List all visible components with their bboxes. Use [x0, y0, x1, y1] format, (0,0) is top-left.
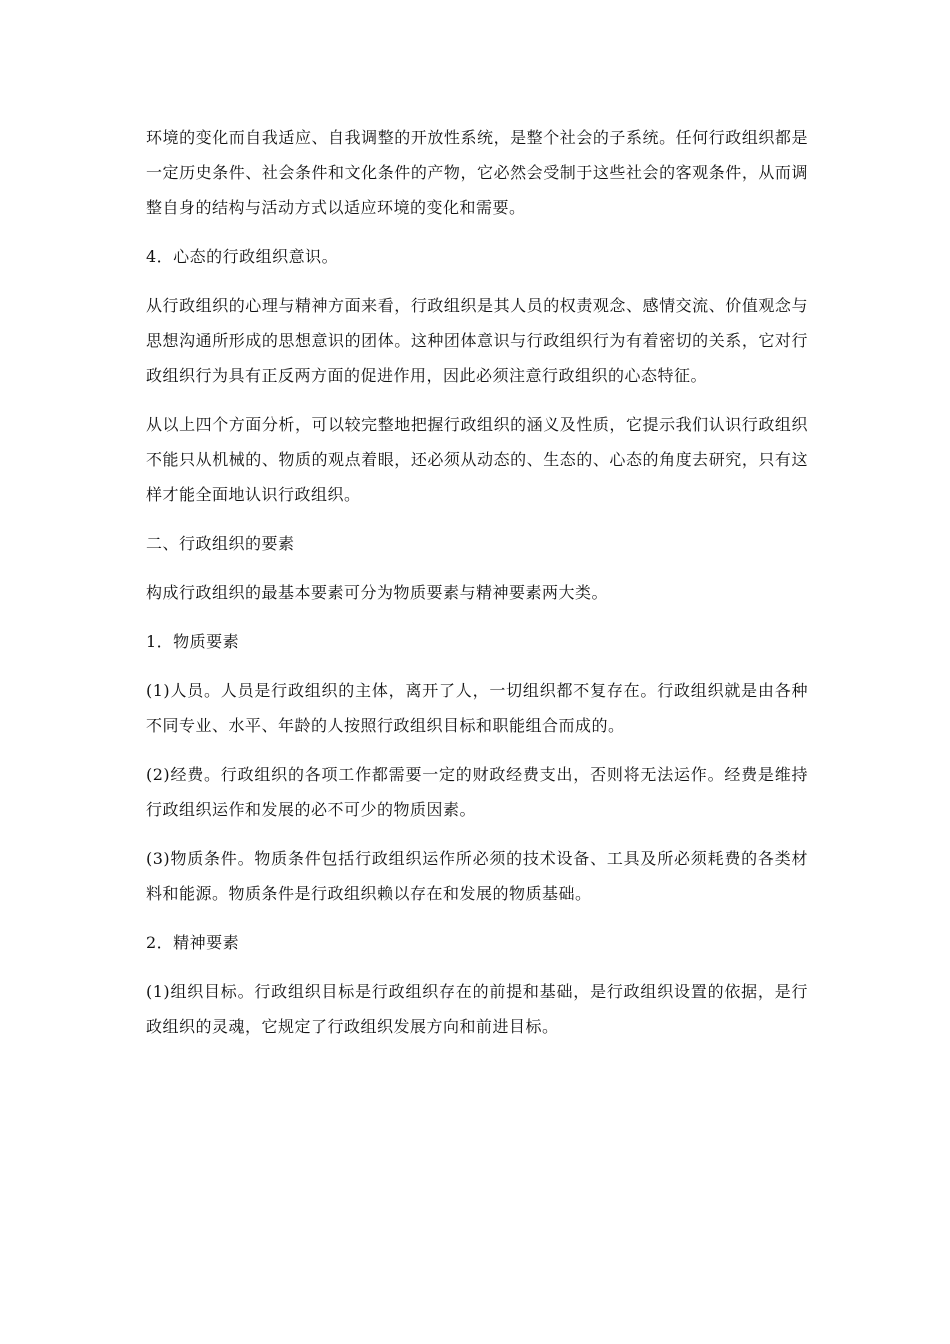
section-heading-elements: 二、行政组织的要素: [146, 534, 295, 553]
paragraph-environment-adaptation: 环境的变化而自我适应、自我调整的开放性系统，是整个社会的子系统。任何行政组织都是一定历史条件、社会条件和文化条件的产物，它必然会受制于这些社会的客观条件，从而调整自身的结构与活动方式以适应环境的变化和需要。: [146, 128, 808, 217]
paragraph-elements-intro: 构成行政组织的最基本要素可分为物质要素与精神要素两大类。: [146, 583, 609, 602]
document-page: [146, 120, 808, 1044]
heading-material-elements: 1．物质要素: [146, 632, 240, 651]
paragraph-funding: (2)经费。行政组织的各项工作都需要一定的财政经费支出，否则将无法运作。经费是维持行政组织运作和发展的必不可少的物质因素。: [146, 765, 808, 819]
paragraph-four-aspects-summary: 从以上四个方面分析，可以较完整地把握行政组织的涵义及性质，它提示我们认识行政组织不能只从机械的、物质的观点着眼，还必须从动态的、生态的、心态的角度去研究，只有这样才能全面地认识行政组织。: [146, 415, 808, 504]
heading-spiritual-elements: 2．精神要素: [146, 933, 240, 952]
heading-psychological-consciousness: 4．心态的行政组织意识。: [146, 247, 339, 266]
paragraph-material-conditions: (3)物质条件。物质条件包括行政组织运作所必须的技术设备、工具及所必须耗费的各类材料和能源。物质条件是行政组织赖以存在和发展的物质基础。: [146, 849, 808, 903]
paragraph-personnel: (1)人员。人员是行政组织的主体，离开了人，一切组织都不复存在。行政组织就是由各种不同专业、水平、年龄的人按照行政组织目标和职能组合而成的。: [146, 681, 808, 735]
paragraph-organization-goal: (1)组织目标。行政组织目标是行政组织存在的前提和基础，是行政组织设置的依据，是行政组织的灵魂，它规定了行政组织发展方向和前进目标。: [146, 982, 808, 1036]
paragraph-psychological-aspect: 从行政组织的心理与精神方面来看，行政组织是其人员的权责观念、感情交流、价值观念与思想沟通所形成的思想意识的团体。这种团体意识与行政组织行为有着密切的关系，它对行政组织行为具有正反两方面的促进作用，因此必须注意行政组织的心态特征。: [146, 296, 808, 385]
